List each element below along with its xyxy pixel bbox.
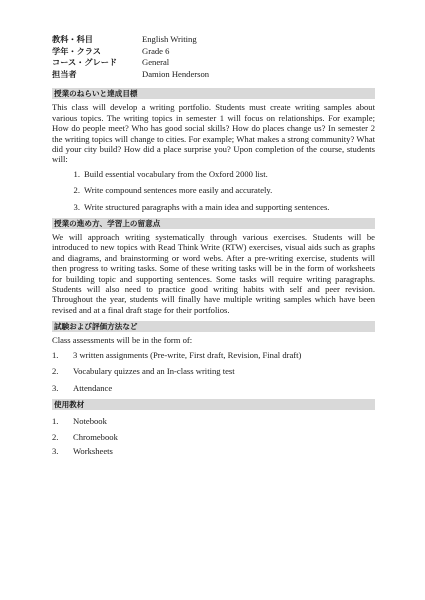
item-text: Attendance — [73, 382, 113, 393]
list-item — [52, 366, 375, 376]
list-item — [52, 169, 375, 179]
list-item — [52, 350, 375, 360]
item-text: Build essential vocabulary from the Oxford 2000 list. — [84, 168, 268, 179]
item-number: 2. — [73, 185, 80, 196]
list-item — [52, 185, 375, 195]
course-meta — [52, 34, 375, 80]
assessment-list — [52, 350, 375, 393]
item-number: 1. — [73, 168, 80, 179]
meta-value: General — [142, 57, 170, 68]
meta-row-grade — [52, 46, 375, 58]
item-number: 3. — [52, 445, 59, 456]
item-text: Notebook — [73, 415, 107, 426]
method-heading: 授業の進め方、学習上の留意点 — [52, 218, 375, 229]
goals-paragraph: This class will develop a writing portfolio. Students must create writing samples about various topics. The writing topics in semester 1 will focus on relationships. For example; How do people meet? Who has good social skills? How do places change us? In semester 2 the writing topics will change to cities. For example; What makes a strong community? What did your city build? How did a place surprise you? Upon completion of the course, students will: — [52, 102, 375, 165]
goals-list — [52, 169, 375, 212]
assessment-heading: 試験および評価方法など — [52, 321, 375, 332]
meta-row-course — [52, 57, 375, 69]
item-number: 1. — [52, 349, 59, 360]
item-number: 3. — [52, 382, 59, 393]
item-text: 3 written assignments (Pre-write, First draft, Revision, Final draft) — [73, 349, 302, 360]
materials-list — [52, 416, 375, 456]
item-text: Write structured paragraphs with a main idea and supporting sentences. — [84, 201, 330, 212]
item-number: 3. — [73, 201, 80, 212]
item-text: Vocabulary quizzes and an In-class writing test — [73, 366, 235, 377]
meta-row-teacher — [52, 69, 375, 81]
meta-label: 担当者 — [52, 68, 77, 79]
assessment-paragraph: Class assessments will be in the form of: — [52, 335, 193, 346]
item-number: 2. — [52, 366, 59, 377]
meta-value: Grade 6 — [142, 45, 170, 56]
meta-label: 学年・クラス — [52, 45, 101, 56]
list-item — [52, 432, 375, 442]
meta-label: コース・グレード — [52, 57, 118, 68]
list-item — [52, 202, 375, 212]
list-item — [52, 383, 375, 393]
goals-heading: 授業のねらいと達成目標 — [52, 88, 375, 99]
meta-row-subject — [52, 34, 375, 46]
item-text: Chromebook — [73, 432, 118, 443]
meta-value: English Writing — [142, 34, 197, 44]
list-item — [52, 446, 375, 456]
meta-value: Damion Henderson — [142, 68, 210, 79]
item-text: Worksheets — [73, 445, 113, 456]
item-text: Write compound sentences more easily and accurately. — [84, 185, 273, 196]
materials-heading: 使用教材 — [52, 399, 375, 410]
list-item — [52, 416, 375, 426]
method-paragraph: We will approach writing systematically through various exercises. Students will be introduced to new topics with Read Think Write (RTW) exercises, visual aids such as graphs and diagrams, and brainstorming or word webs. After a pre-writing exercise, students will then progress to writing tasks. Some of these writing tasks will be in the form of worksheets for building topic and supporting sentences. Some tasks will require writing paragraphs. Students will also need to practice good writing habits with self and peer revision. Throughout the year, students will finally have multiple writing samples which have been revised and at a final draft stage for their portfolios. — [52, 232, 375, 315]
item-number: 2. — [52, 432, 59, 443]
meta-label: 教科・科目 — [52, 34, 93, 44]
item-number: 1. — [52, 415, 59, 426]
syllabus-page — [52, 34, 375, 462]
